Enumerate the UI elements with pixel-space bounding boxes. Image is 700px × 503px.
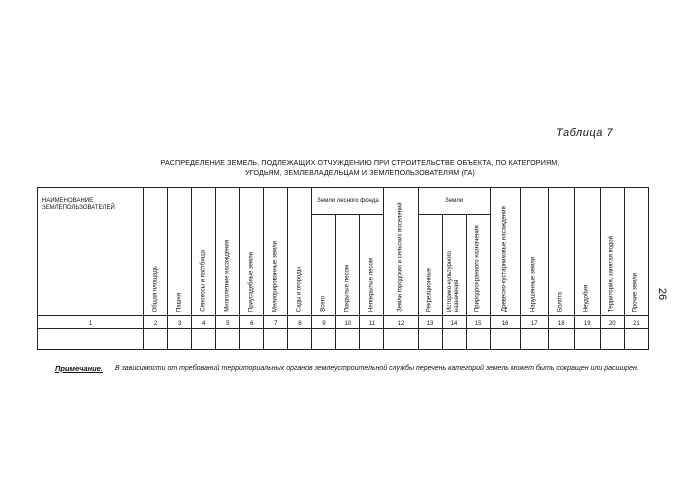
header-cell-water: Территория, занятая водой xyxy=(600,188,624,316)
column-number: 14 xyxy=(442,316,466,329)
header-cell-disturbed: Нарушенные земли xyxy=(520,188,548,316)
table-cell xyxy=(360,329,384,350)
column-number: 3 xyxy=(168,316,192,329)
table-cell xyxy=(490,329,520,350)
table-cell xyxy=(466,329,490,350)
table-cell xyxy=(520,329,548,350)
header-cell-arable: Пашня xyxy=(168,188,192,316)
header-cell-swamps: Болота xyxy=(548,188,574,316)
column-number: 21 xyxy=(624,316,648,329)
header-cell-other: Прочие земли xyxy=(624,188,648,316)
header-cell-recreational: Рекреационные xyxy=(418,215,442,316)
title-line-2: УГОДЬЯМ, ЗЕМЛЕВЛАДЕЛЬЦАМ И ЗЕМЛЕПОЛЬЗОВАТЕЛЯМ (ГА) xyxy=(245,168,475,177)
column-number: 13 xyxy=(418,316,442,329)
table-cell xyxy=(600,329,624,350)
header-cell-settlements: Земли городских и сельских поселений xyxy=(384,188,418,316)
header-row-1 xyxy=(38,188,649,215)
table-cell xyxy=(624,329,648,350)
header-cell-household: Приусадебные земли xyxy=(240,188,264,316)
column-number: 15 xyxy=(466,316,490,329)
title-line-1: РАСПРЕДЕЛЕНИЕ ЗЕМЕЛЬ, ПОДЛЕЖАЩИХ ОТЧУЖДЕНИЮ ПРИ СТРОИТЕЛЬСТВЕ ОБЪЕКТА, ПО КАТЕГОРИЯМ, xyxy=(160,158,560,167)
column-number: 12 xyxy=(384,316,418,329)
header-group-lands: Земли xyxy=(418,188,490,215)
header-cell-forest-uncovered: Непокрытые лесом xyxy=(360,215,384,316)
land-distribution-table xyxy=(37,187,649,350)
table-cell xyxy=(144,329,168,350)
header-cell-name: НАИМЕНОВАНИЕ ЗЕМЛЕПОЛЬЗОВАТЕЛЕЙ xyxy=(38,188,144,316)
header-group-forest: Земли лесного фонда xyxy=(312,188,384,215)
table-cell xyxy=(240,329,264,350)
column-number: 19 xyxy=(574,316,600,329)
table-cell xyxy=(548,329,574,350)
table-cell xyxy=(168,329,192,350)
table-cell xyxy=(312,329,336,350)
header-cell-gardens: Сады и огороды xyxy=(288,188,312,316)
header-cell-reclaimed: Мелиорированные земли xyxy=(264,188,288,316)
note-text: В зависимости от требований территориальных органов землеустроительной службы перечень категорий земель может быть сокращен или расширен. xyxy=(115,365,639,372)
column-number: 18 xyxy=(548,316,574,329)
header-cell-nature-protection: Природоохранного назначения xyxy=(466,215,490,316)
table-cell xyxy=(574,329,600,350)
column-number: 11 xyxy=(360,316,384,329)
column-number: 7 xyxy=(264,316,288,329)
header-cell-forest-total: Всего xyxy=(312,215,336,316)
table-cell xyxy=(216,329,240,350)
header-cell-total-area: Общая площадь xyxy=(144,188,168,316)
table-cell xyxy=(336,329,360,350)
header-cell-forest-covered: Покрытые лесом xyxy=(336,215,360,316)
header-cell-inconvenient: Неудобия xyxy=(574,188,600,316)
column-number: 8 xyxy=(288,316,312,329)
table-cell xyxy=(38,329,144,350)
header-cell-historical: Историко-культурного назначения xyxy=(442,215,466,316)
column-number: 4 xyxy=(192,316,216,329)
column-number: 9 xyxy=(312,316,336,329)
column-number: 2 xyxy=(144,316,168,329)
table-cell xyxy=(264,329,288,350)
header-cell-shrubs: Древесно-кустарниковые насаждения xyxy=(490,188,520,316)
column-number: 17 xyxy=(520,316,548,329)
header-cell-perennial: Многолетние насаждения xyxy=(216,188,240,316)
table-cell xyxy=(192,329,216,350)
column-number-row xyxy=(38,316,649,329)
table-title xyxy=(80,158,640,178)
empty-data-row xyxy=(38,329,649,350)
table-cell xyxy=(418,329,442,350)
table-cell xyxy=(288,329,312,350)
table-cell xyxy=(442,329,466,350)
column-number: 5 xyxy=(216,316,240,329)
column-number: 6 xyxy=(240,316,264,329)
table-number-label: Таблица 7 xyxy=(556,127,614,139)
note-label: Примечание. xyxy=(55,364,103,373)
page-number: 26 xyxy=(656,287,669,301)
table-cell xyxy=(384,329,418,350)
column-number: 16 xyxy=(490,316,520,329)
column-number: 1 xyxy=(38,316,144,329)
header-cell-hayfields: Сенокосы и пастбища xyxy=(192,188,216,316)
column-number: 20 xyxy=(600,316,624,329)
column-number: 10 xyxy=(336,316,360,329)
